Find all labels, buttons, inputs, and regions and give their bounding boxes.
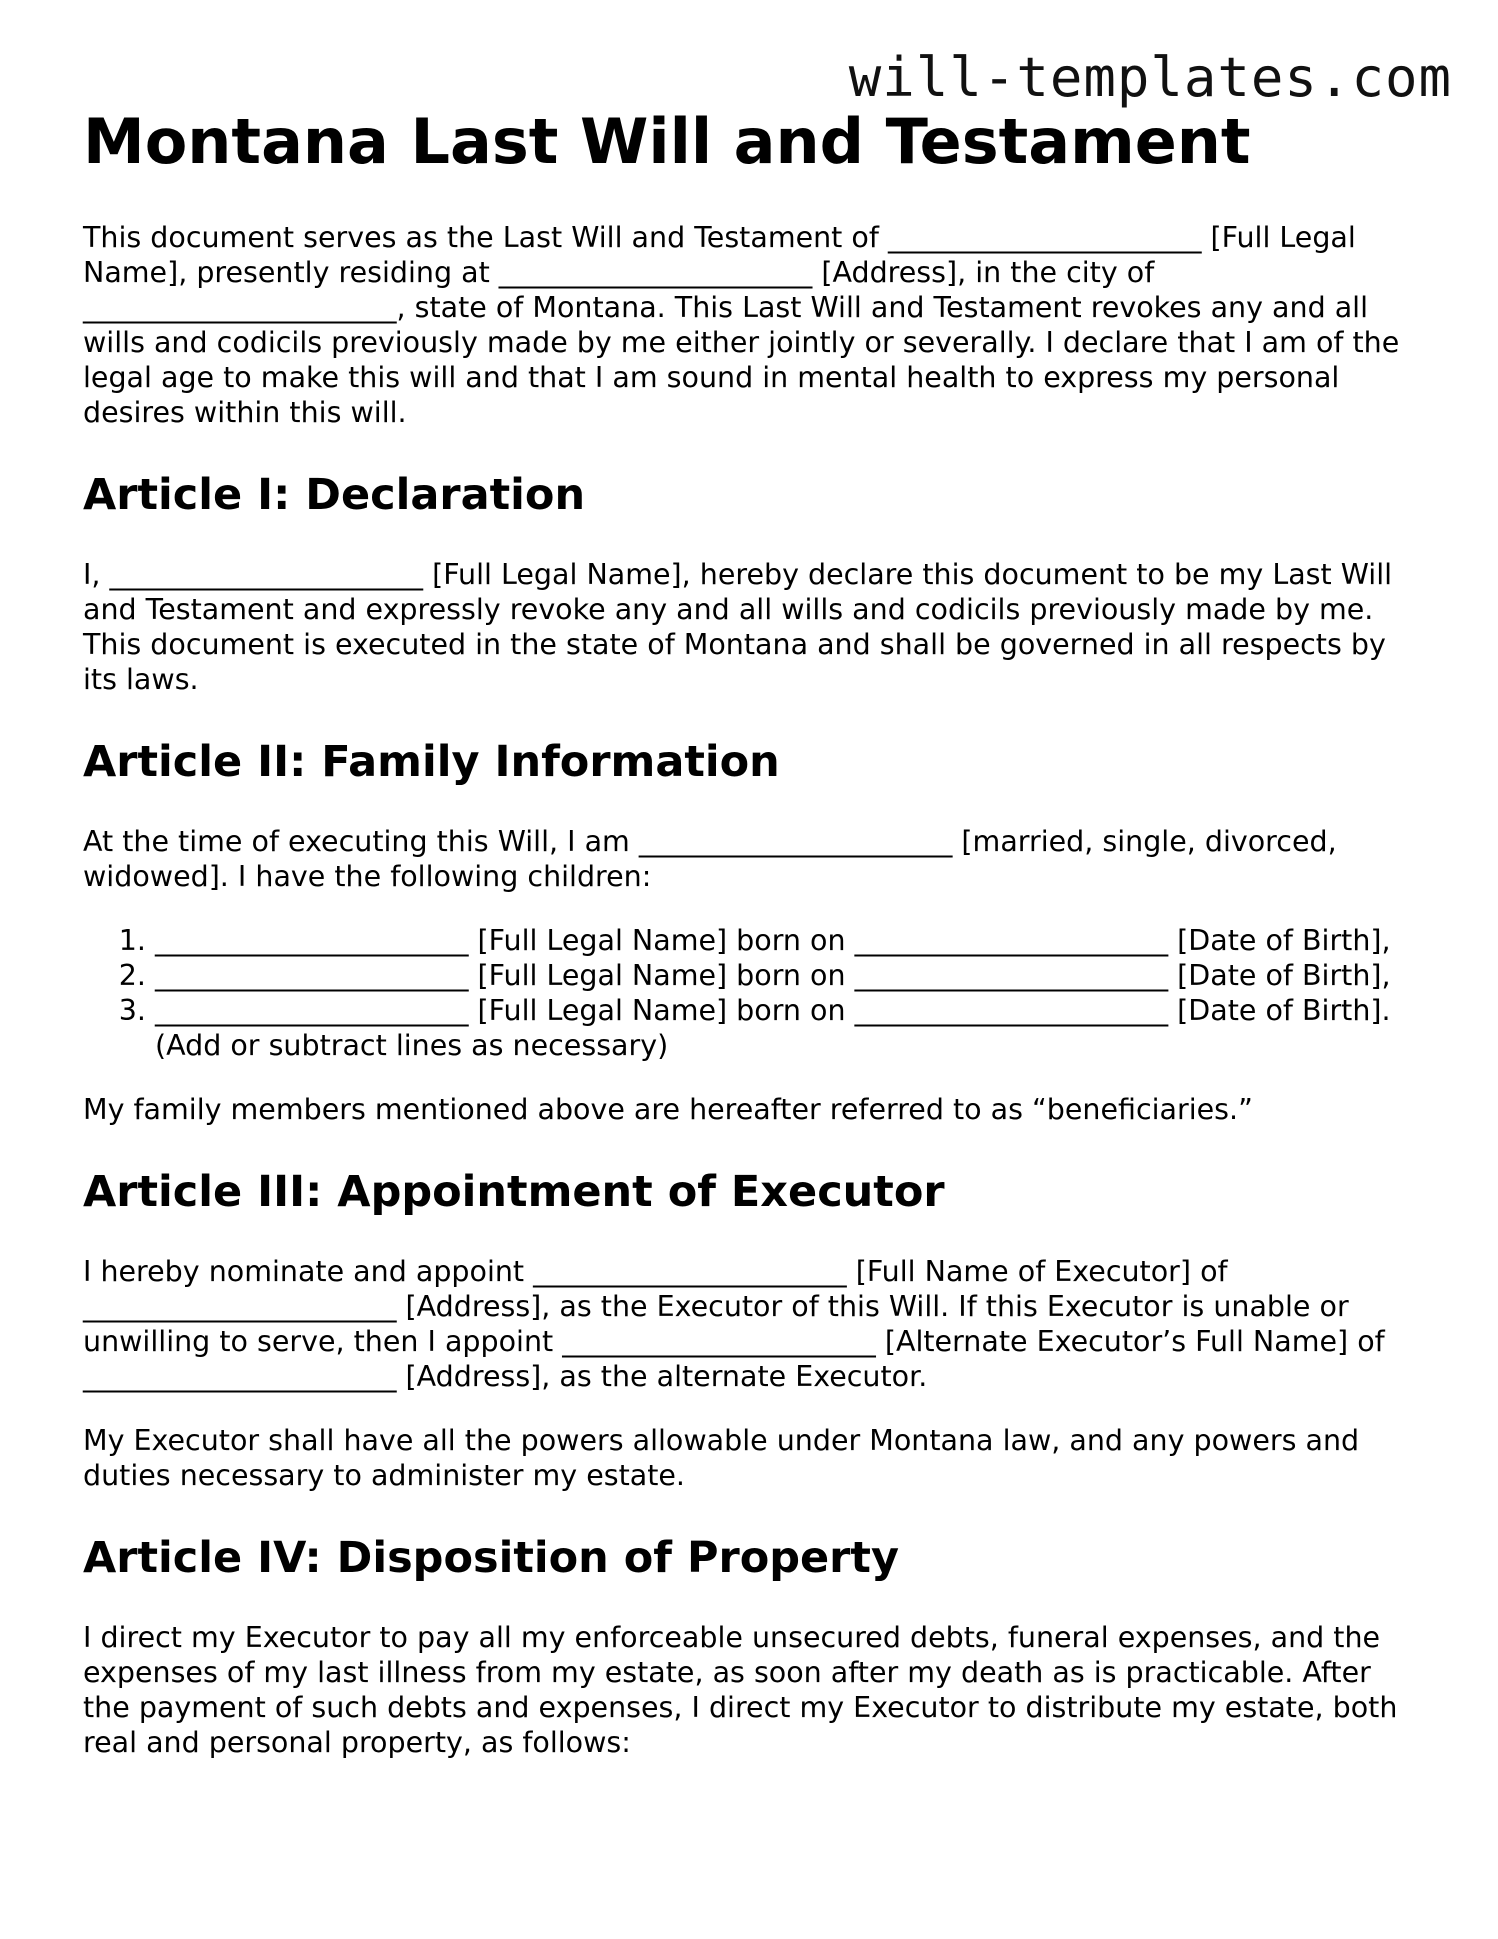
article-3-paragraph-1: I hereby nominate and appoint ______________________ [Full Name of Executor] of ______________________ [Address], as the Executor of this Will. If this Executor is unable or unwilling to serve, then I appoint ______________________ [Alternate Executor’s Full Name] of ______________________ [Address], as the alternate Executor. bbox=[83, 1255, 1385, 1393]
site-watermark: will-templates.com bbox=[848, 46, 1452, 109]
document-page bbox=[83, 98, 1423, 1760]
list-item: 3. ______________________ [Full Legal Name] born on ______________________ [Date of Birth]. (Add or subtract lines as necessary) bbox=[155, 993, 1423, 1063]
children-list bbox=[83, 923, 1423, 1063]
document-title: Montana Last Will and Testament bbox=[83, 105, 1251, 178]
list-item: 1. ______________________ [Full Legal Name] born on ______________________ [Date of Birth], bbox=[155, 923, 1423, 958]
article-3-heading: Article III: Appointment of Executor bbox=[83, 1167, 945, 1217]
article-2-paragraph: At the time of executing this Will, I am ______________________ [married, single, divorced, widowed]. I have the following children: bbox=[83, 825, 1337, 893]
article-1-heading: Article I: Declaration bbox=[83, 470, 586, 520]
beneficiaries-paragraph: My family members mentioned above are hereafter referred to as “beneficiaries.” bbox=[83, 1093, 1253, 1126]
article-4-heading: Article IV: Disposition of Property bbox=[83, 1533, 899, 1583]
article-1-paragraph: I, ______________________ [Full Legal Name], hereby declare this document to be my Last Will and Testament and expressly revoke any and all wills and codicils previously made by me. This document is executed in the state of Montana and shall be governed in all respects by its laws. bbox=[83, 558, 1393, 696]
article-3-paragraph-2: My Executor shall have all the powers allowable under Montana law, and any powers and duties necessary to administer my estate. bbox=[83, 1424, 1360, 1492]
article-4-paragraph: I direct my Executor to pay all my enforceable unsecured debts, funeral expenses, and the expenses of my last illness from my estate, as soon after my death as is practicable. After the payment of such debts and expenses, I direct my Executor to distribute my estate, both real and personal property, as follows: bbox=[83, 1621, 1398, 1759]
article-2-heading: Article II: Family Information bbox=[83, 737, 780, 787]
list-item: 2. ______________________ [Full Legal Name] born on ______________________ [Date of Birth], bbox=[155, 958, 1423, 993]
intro-paragraph: This document serves as the Last Will and Testament of ______________________ [Full Legal Name], presently residing at ______________________ [Address], in the city of ______________________, state of Montana. This Last Will and Testament revokes any and all wills and codicils previously made by me either jointly or severally. I declare that I am of the legal age to make this will and that I am sound in mental health to express my personal desires within this will. bbox=[83, 221, 1400, 429]
